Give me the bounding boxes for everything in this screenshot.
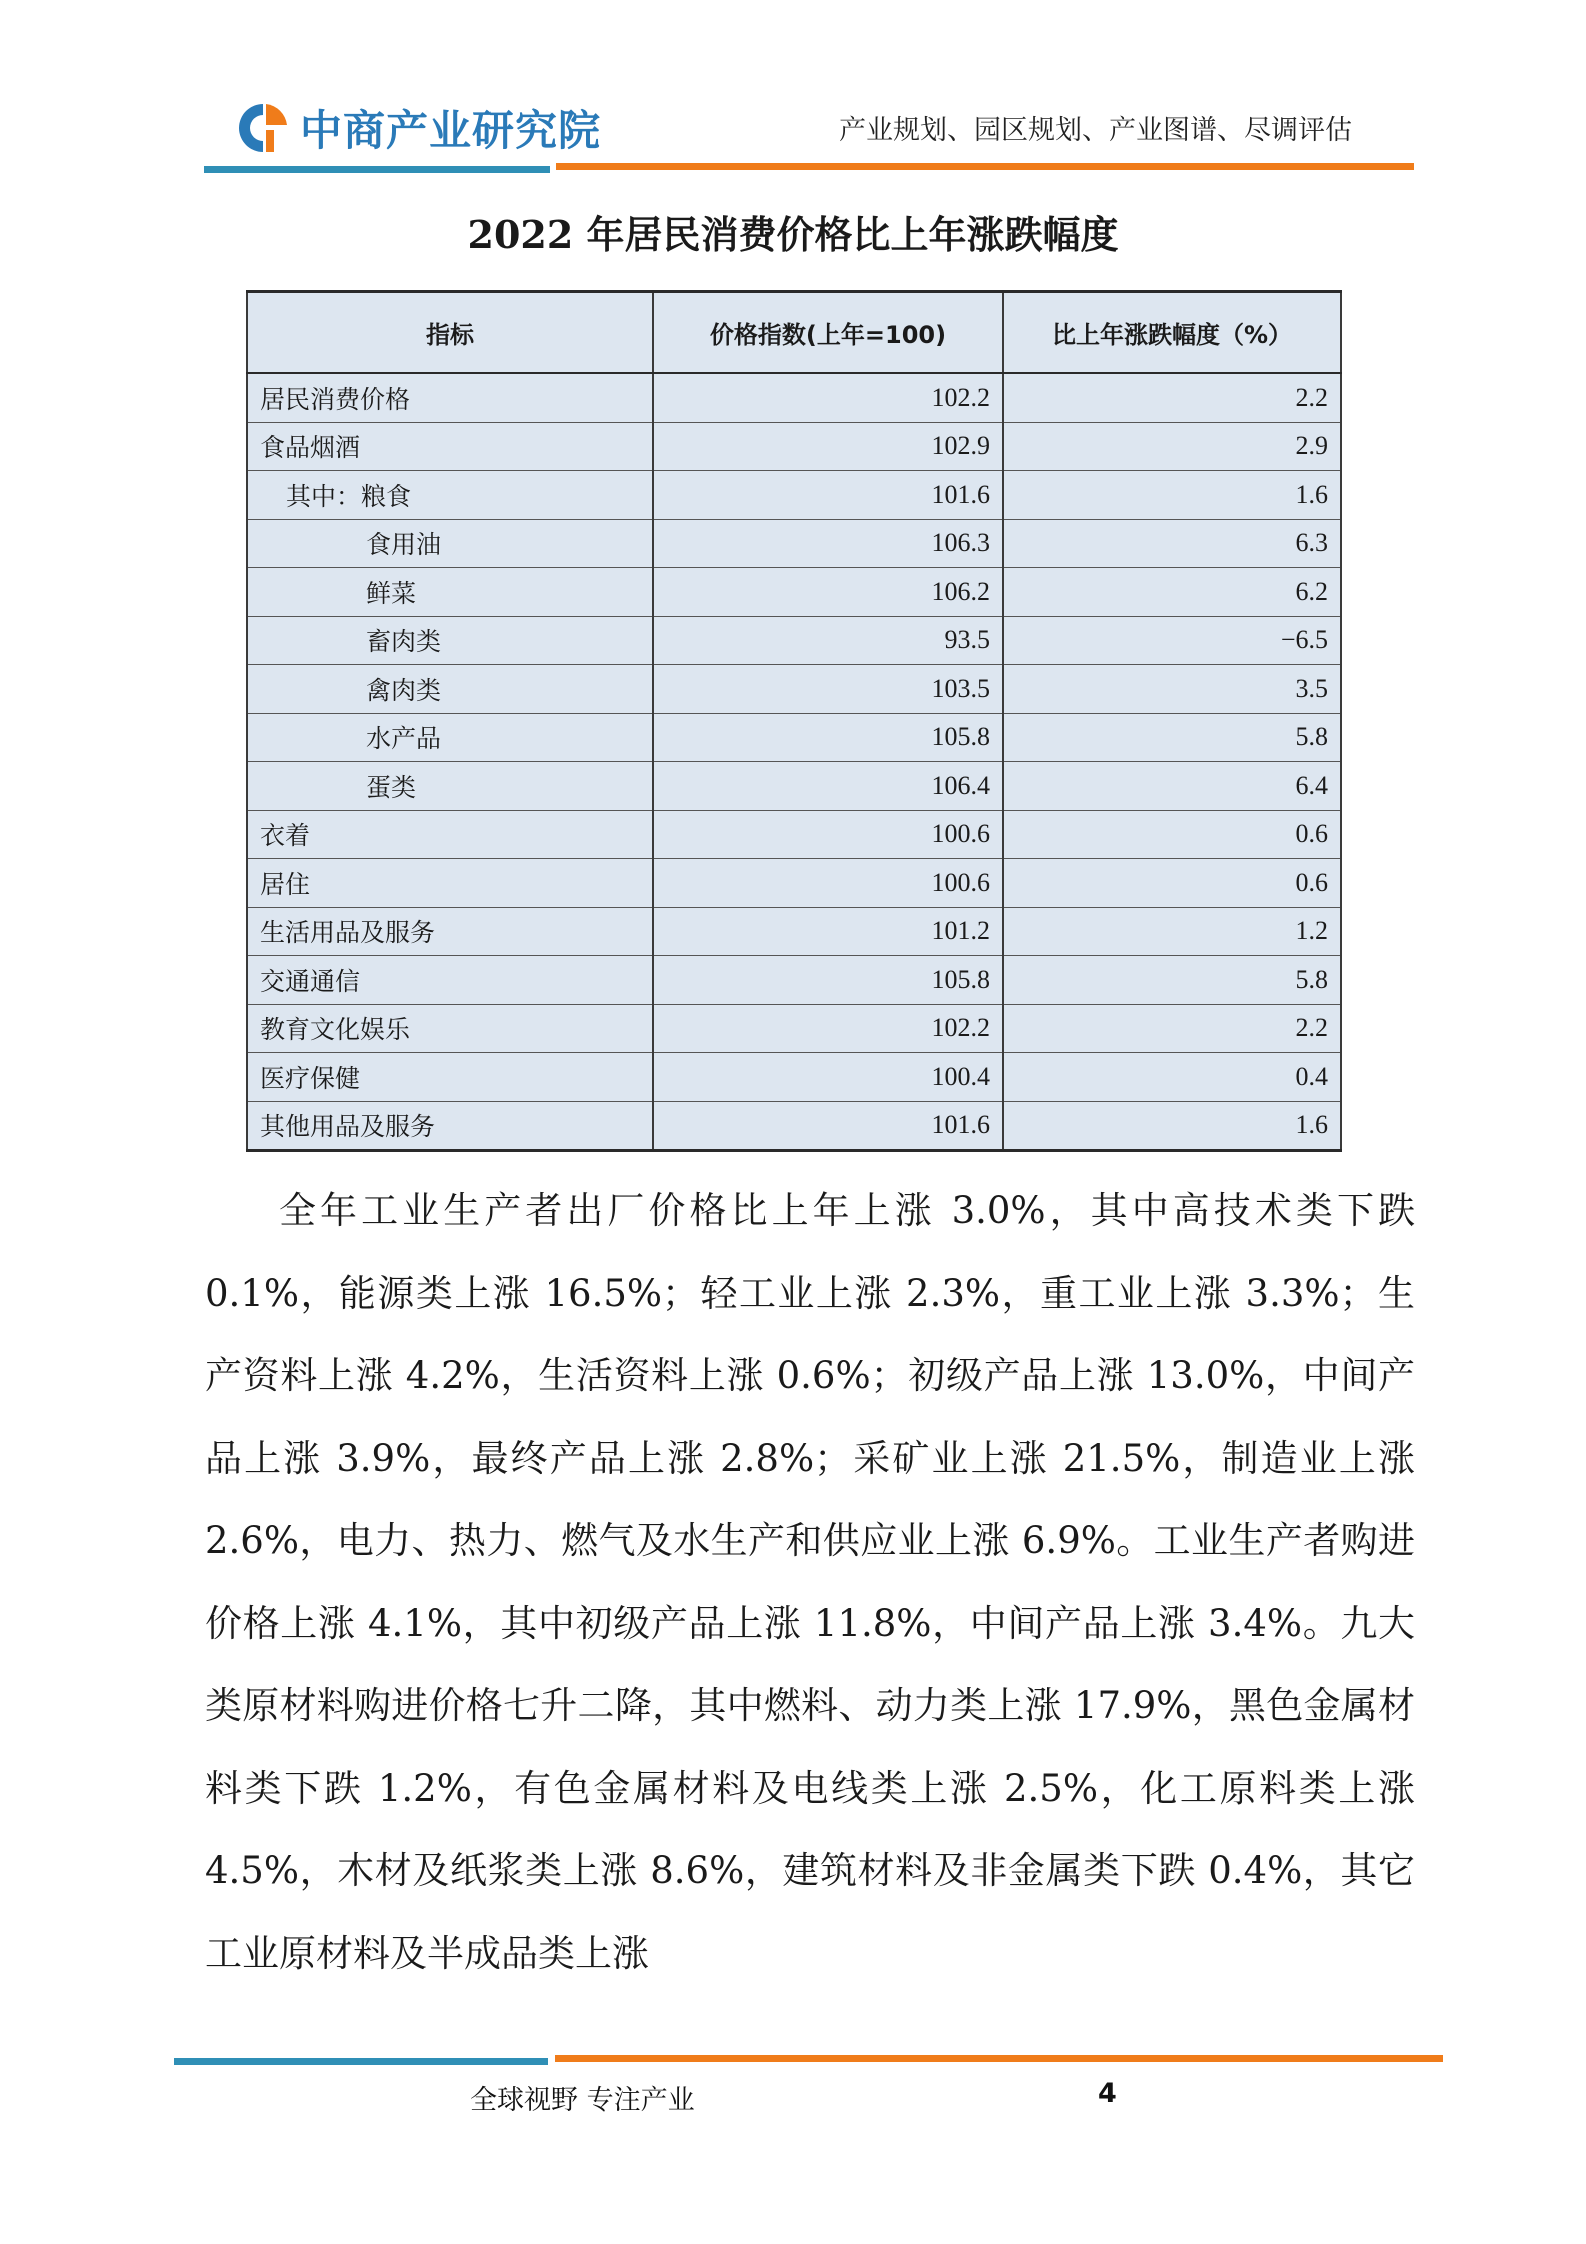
row-change: 6.2 <box>1003 568 1341 617</box>
row-indicator: 水产品 <box>247 713 653 762</box>
row-indicator: 衣着 <box>247 810 653 859</box>
row-price-index: 105.8 <box>653 956 1003 1005</box>
row-change: 6.4 <box>1003 762 1341 811</box>
row-price-index: 102.9 <box>653 422 1003 471</box>
row-price-index: 100.6 <box>653 810 1003 859</box>
table-row <box>247 1004 1341 1053</box>
row-change: 6.3 <box>1003 519 1341 568</box>
header-indicator: 指标 <box>247 292 653 374</box>
row-indicator: 居住 <box>247 859 653 908</box>
row-change: 2.9 <box>1003 422 1341 471</box>
row-change: 0.4 <box>1003 1053 1341 1102</box>
table-row <box>247 762 1341 811</box>
row-indicator: 居民消费价格 <box>247 373 653 422</box>
row-change: 1.2 <box>1003 907 1341 956</box>
row-indicator: 生活用品及服务 <box>247 907 653 956</box>
row-indicator: 教育文化娱乐 <box>247 1004 653 1053</box>
row-change: 0.6 <box>1003 810 1341 859</box>
row-price-index: 100.6 <box>653 859 1003 908</box>
header-price-index: 价格指数(上年=100) <box>653 292 1003 374</box>
header-slogan: 产业规划、园区规划、产业图谱、尽调评估 <box>839 115 1352 146</box>
row-change: 5.8 <box>1003 713 1341 762</box>
row-change: 2.2 <box>1003 1004 1341 1053</box>
row-price-index: 106.3 <box>653 519 1003 568</box>
footer-divider-blue <box>174 2058 548 2065</box>
table-row <box>247 373 1341 422</box>
logo-text: 中商产业研究院 <box>300 106 602 155</box>
table-row <box>247 810 1341 859</box>
row-change: 1.6 <box>1003 1101 1341 1151</box>
table-header-row <box>247 292 1341 374</box>
logo <box>236 98 601 158</box>
row-indicator: 医疗保健 <box>247 1053 653 1102</box>
table-row <box>247 1101 1341 1151</box>
row-indicator: 其中：粮食 <box>247 471 653 520</box>
row-change: −6.5 <box>1003 616 1341 665</box>
body-paragraph-block <box>205 1170 1415 1995</box>
table-row <box>247 907 1341 956</box>
table-row <box>247 616 1341 665</box>
row-indicator: 食品烟酒 <box>247 422 653 471</box>
row-indicator: 蛋类 <box>247 762 653 811</box>
row-indicator: 鲜菜 <box>247 568 653 617</box>
row-price-index: 101.6 <box>653 1101 1003 1151</box>
row-indicator: 食用油 <box>247 519 653 568</box>
row-indicator: 禽肉类 <box>247 665 653 714</box>
table-row <box>247 471 1341 520</box>
row-price-index: 101.2 <box>653 907 1003 956</box>
cpi-table <box>246 290 1342 1152</box>
header-divider-orange <box>556 163 1414 170</box>
table-row <box>247 1053 1341 1102</box>
row-change: 2.2 <box>1003 373 1341 422</box>
table-title: 2022 年居民消费价格比上年涨跌幅度 <box>467 212 1119 257</box>
table-row <box>247 519 1341 568</box>
row-price-index: 106.4 <box>653 762 1003 811</box>
row-price-index: 101.6 <box>653 471 1003 520</box>
header-change: 比上年涨跌幅度（%） <box>1003 292 1341 374</box>
header-divider-blue <box>204 166 550 173</box>
row-price-index: 106.2 <box>653 568 1003 617</box>
row-change: 0.6 <box>1003 859 1341 908</box>
row-price-index: 93.5 <box>653 616 1003 665</box>
table-row <box>247 665 1341 714</box>
row-change: 1.6 <box>1003 471 1341 520</box>
row-change: 3.5 <box>1003 665 1341 714</box>
table-row <box>247 956 1341 1005</box>
logo-icon <box>236 101 290 155</box>
row-indicator: 交通通信 <box>247 956 653 1005</box>
table-row <box>247 713 1341 762</box>
row-change: 5.8 <box>1003 956 1341 1005</box>
footer-slogan: 全球视野 专注产业 <box>470 2085 695 2116</box>
row-price-index: 102.2 <box>653 1004 1003 1053</box>
row-price-index: 102.2 <box>653 373 1003 422</box>
table-row <box>247 859 1341 908</box>
row-indicator: 其他用品及服务 <box>247 1101 653 1151</box>
page-header <box>0 0 1586 180</box>
row-price-index: 100.4 <box>653 1053 1003 1102</box>
body-paragraph: 全年工业生产者出厂价格比上年上涨 3.0%，其中高技术类下跌 0.1%，能源类上涨 16.5%；轻工业上涨 2.3%，重工业上涨 3.3%；生产资料上涨 4.2%，生活资料上涨 0.6%；初级产品上涨 13.0%，中间产品上涨 3.9%，最终产品上涨 2.8%；采矿业上涨 21.5%，制造业上涨 2.6%，电力、热力、燃气及水生产和供应业上涨 6.9%。工业生产者购进价格上涨 4.1%，其中初级产品上涨 11.8%，中间产品上涨 3.4%。九大类原材料购进价格七升二降，其中燃料、动力类上涨 17.9%，黑色金属材料类下跌 1.2%，有色金属材料及电线类上涨 2.5%，化工原料类上涨 4.5%，木材及纸浆类上涨 8.6%，建筑材料及非金属类下跌 0.4%，其它工业原材料及半成品类上涨 <box>205 1189 1415 1975</box>
footer-divider-orange <box>555 2055 1443 2062</box>
table-row <box>247 422 1341 471</box>
row-indicator: 畜肉类 <box>247 616 653 665</box>
page-number: 4 <box>1098 2078 1117 2109</box>
row-price-index: 105.8 <box>653 713 1003 762</box>
row-price-index: 103.5 <box>653 665 1003 714</box>
table-row <box>247 568 1341 617</box>
